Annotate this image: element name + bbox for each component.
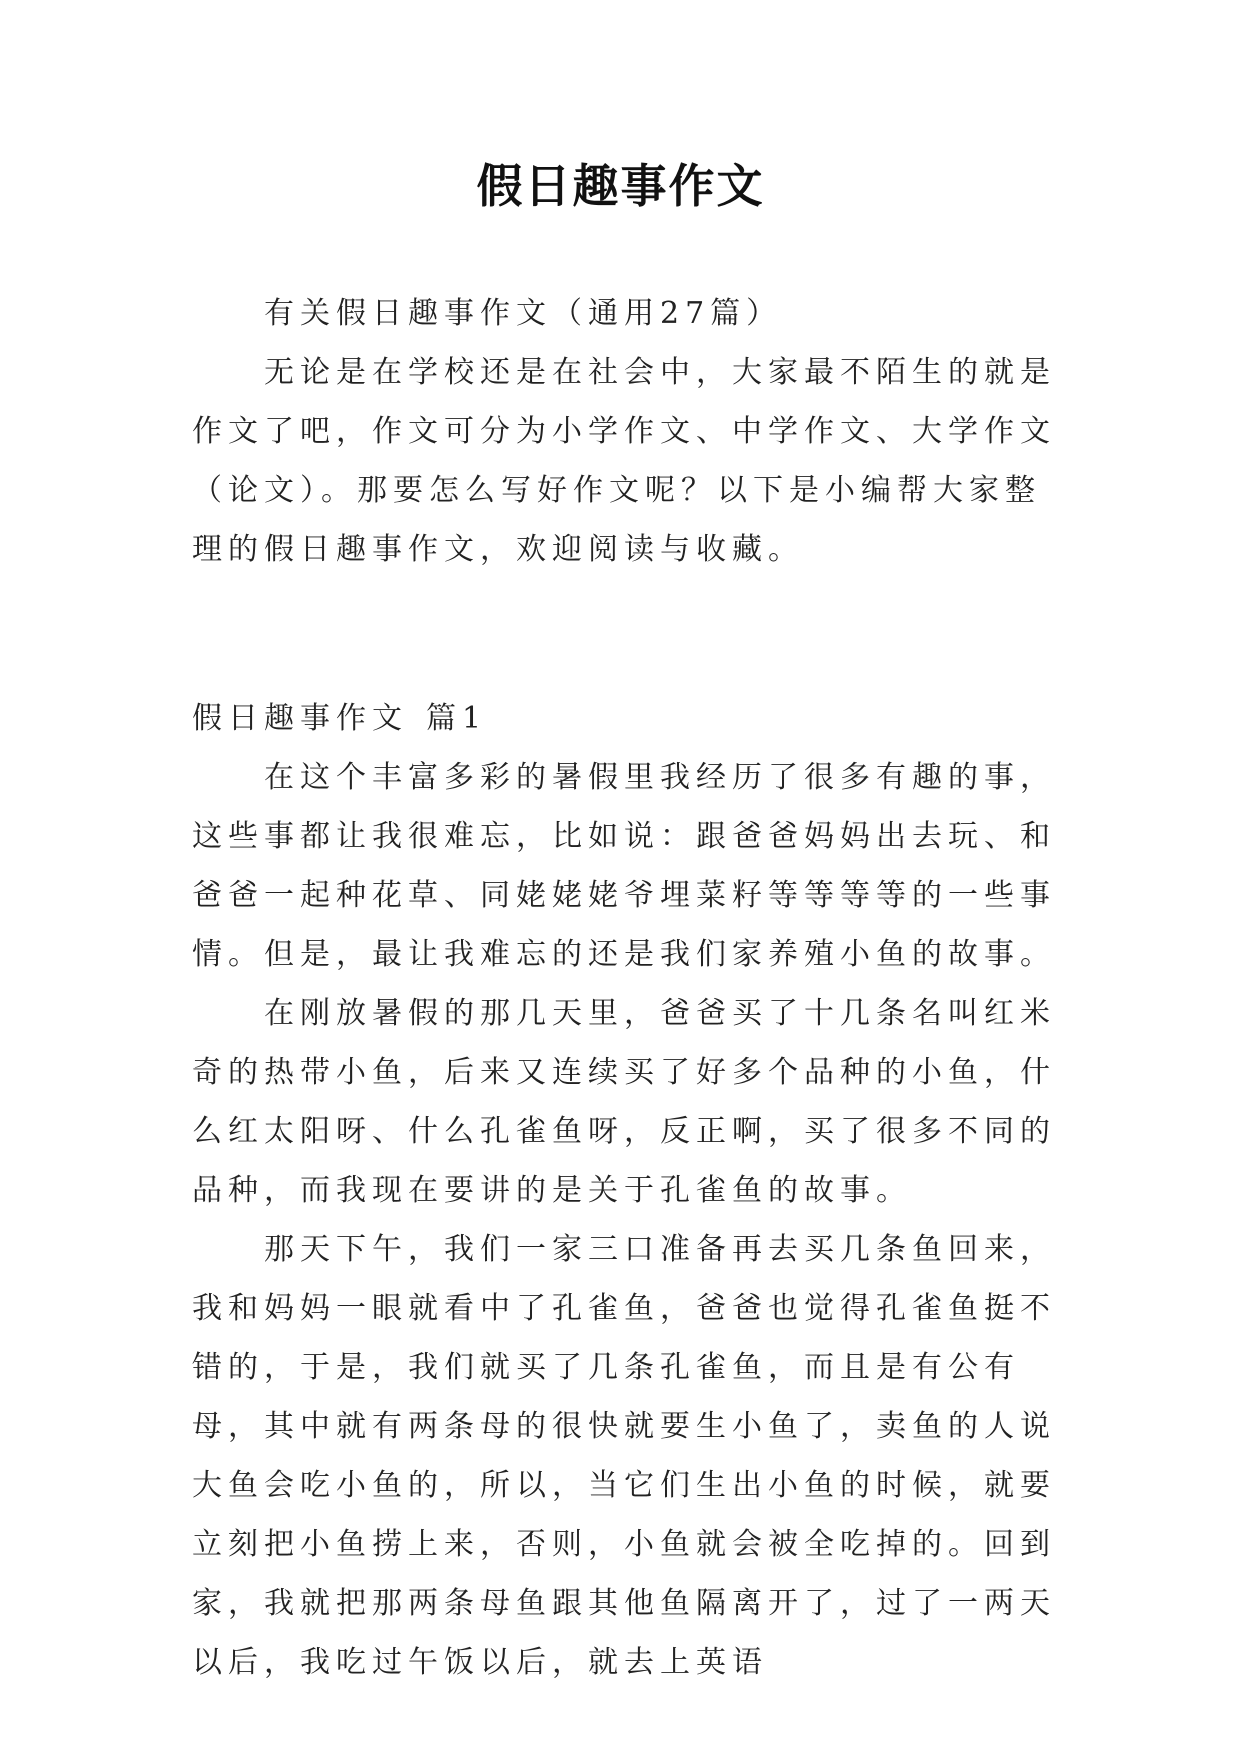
document-title: 假日趣事作文 bbox=[476, 159, 765, 213]
intro-paragraph: 无论是在学校还是在社会中，大家最不陌生的就是作文了吧，作文可分为小学作文、中学作文、大学作文（论文）。那要怎么写好作文呢？以下是小编帮大家整理的假日趣事作文，欢迎阅读与收藏。 bbox=[192, 355, 1056, 567]
section-heading bbox=[192, 689, 1072, 748]
document-subtitle: 有关假日趣事作文（通用27篇） bbox=[264, 296, 783, 331]
section-heading-title: 假日趣事作文 bbox=[192, 701, 408, 736]
body-paragraph: 在这个丰富多彩的暑假里我经历了很多有趣的事，这些事都让我很难忘，比如说：跟爸爸妈妈出去玩、和爸爸一起种花草、同姥姥姥爷埋菜籽等等等等的一些事情。但是，最让我难忘的还是我们家养殖小鱼的故事。 bbox=[192, 760, 1056, 972]
document-body bbox=[192, 284, 1072, 1692]
body-paragraph: 那天下午，我们一家三口准备再去买几条鱼回来，我和妈妈一眼就看中了孔雀鱼，爸爸也觉得孔雀鱼挺不错的，于是，我们就买了几条孔雀鱼，而且是有公有母，其中就有两条母的很快就要生小鱼了，卖鱼的人说大鱼会吃小鱼的，所以，当它们生出小鱼的时候，就要立刻把小鱼捞上来，否则，小鱼就会被全吃掉的。回到家，我就把那两条母鱼跟其他鱼隔离开了，过了一两天以后，我吃过午饭以后，就去上英语 bbox=[192, 1232, 1056, 1680]
section-heading-number: 篇1 bbox=[426, 701, 488, 736]
section-spacer bbox=[192, 579, 1072, 689]
body-paragraph: 在刚放暑假的那几天里，爸爸买了十几条名叫红米奇的热带小鱼，后来又连续买了好多个品种的小鱼，什么红太阳呀、什么孔雀鱼呀，反正啊，买了很多不同的品种，而我现在要讲的是关于孔雀鱼的故事。 bbox=[192, 996, 1056, 1208]
